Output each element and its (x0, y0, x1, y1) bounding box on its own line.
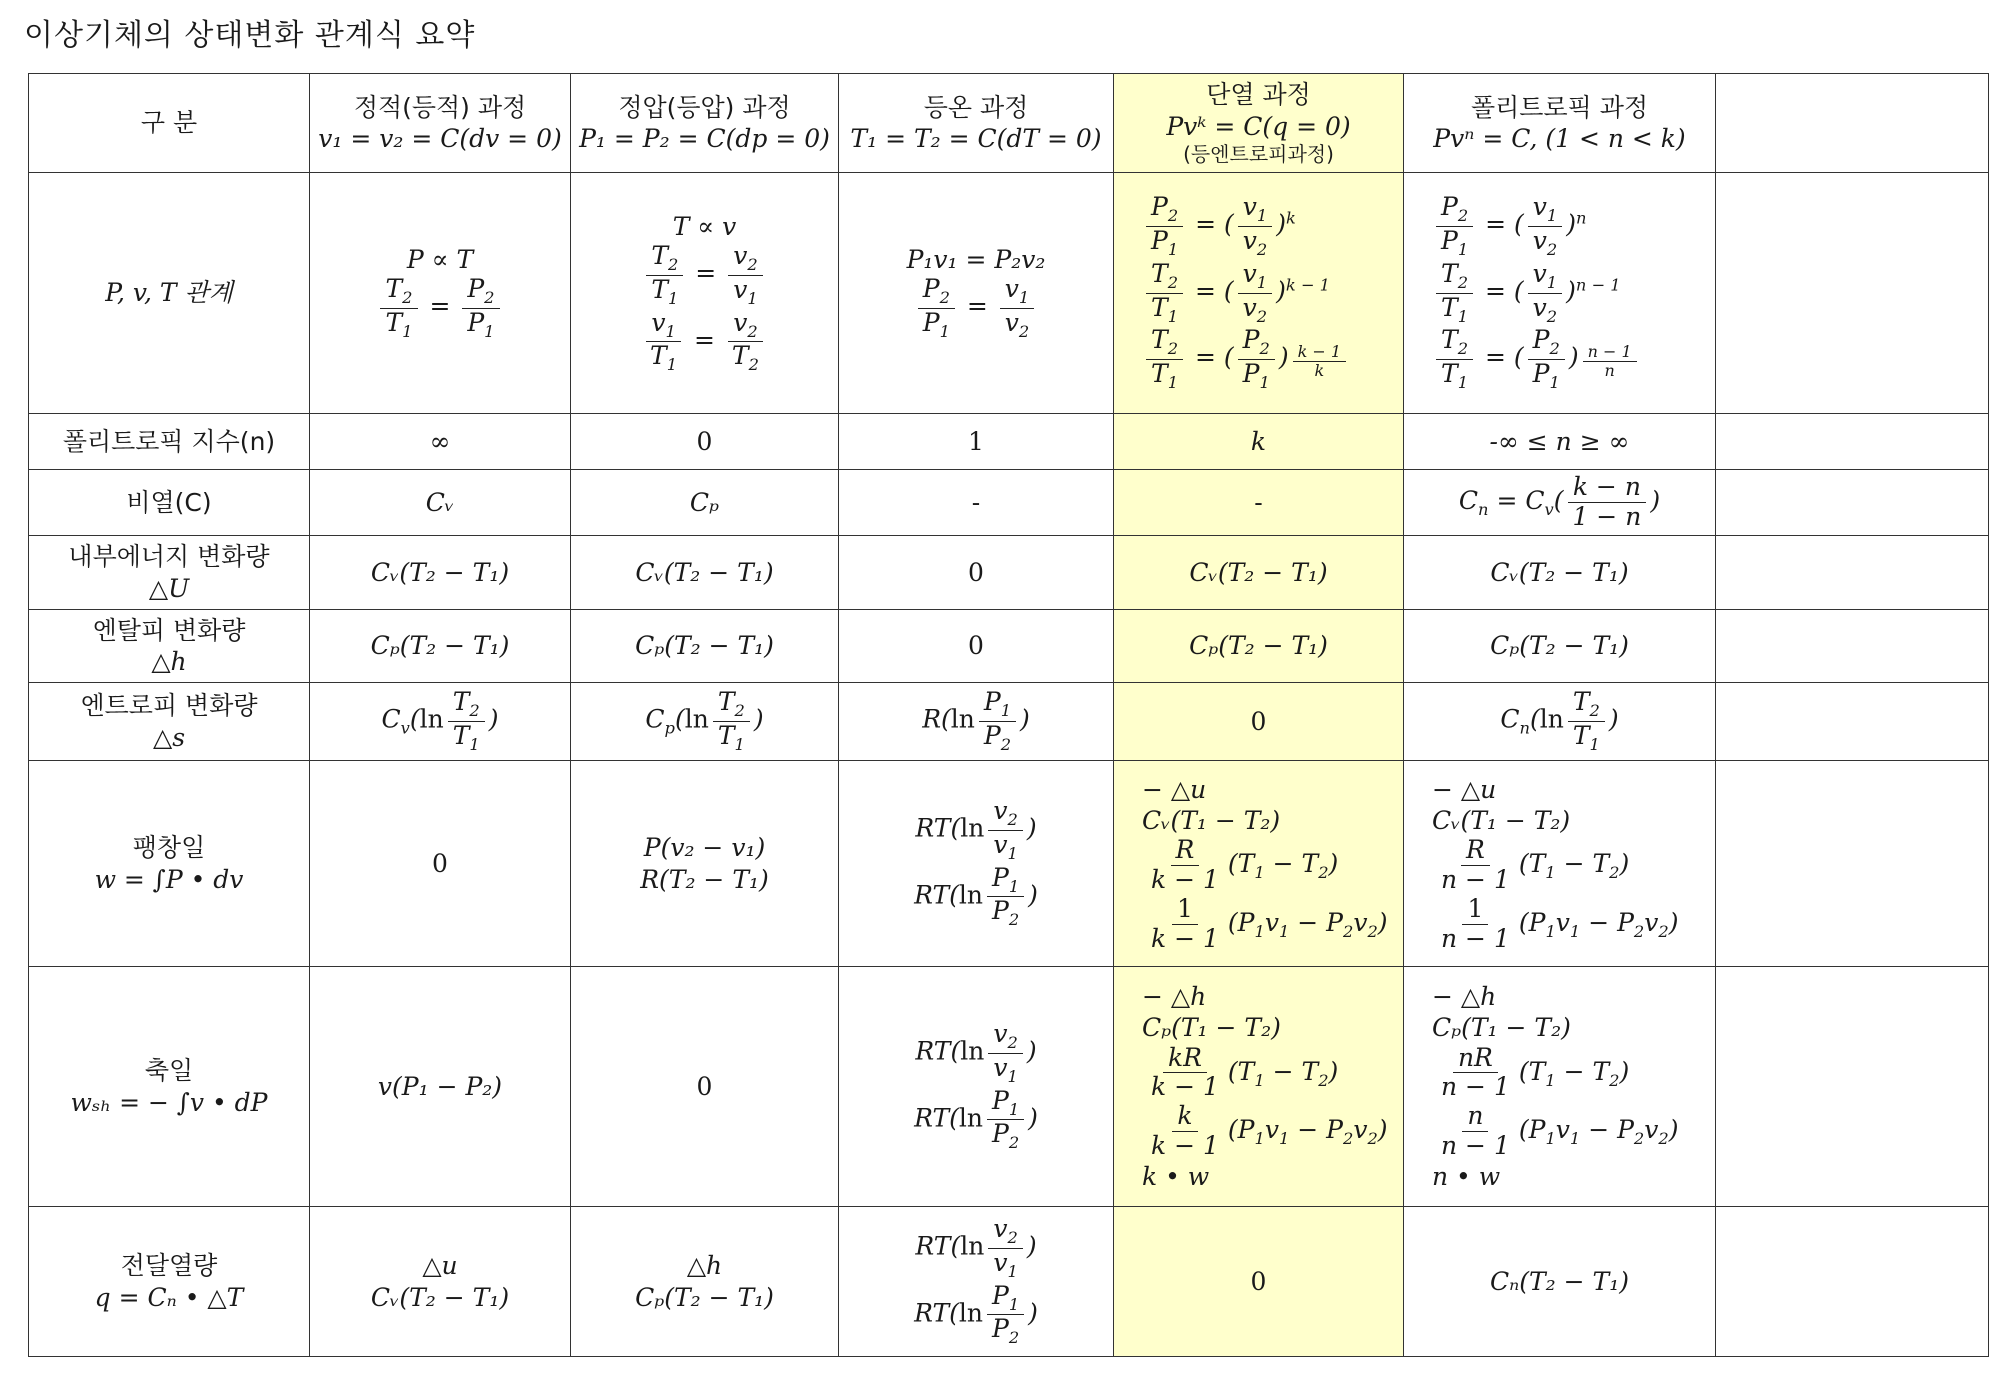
heat-isothermal: RT(ln $\frac{v_2}{v_1}$ ) RT(ln $\frac{P_1}{P_2}$ ) (839, 1207, 1114, 1357)
header-row (29, 74, 1989, 173)
internal-energy-polytropic: Cᵥ(T₂ − T₁) (1404, 536, 1716, 610)
shaft-work-adiabatic: − △h Cₚ(T₁ − T₂) $\frac{kR}{k - 1}$ $(T_1 - T_2)$ $\frac{k}{k - 1}$ $(P_1v_1 - P_2v_2)$ k • w (1114, 967, 1404, 1207)
internal-energy-empty (1716, 536, 1989, 610)
heat-row (29, 1207, 1989, 1357)
expansion-work-isochoric: 0 (310, 761, 571, 967)
expansion-work-label: 팽창일 w = ∫P • dv (29, 761, 310, 967)
header-adiabatic: 단열 과정 Pvᵏ = C(q = 0) (등엔트로피과정) (1114, 74, 1404, 173)
poly-index-row (29, 414, 1989, 470)
poly-index-empty (1716, 414, 1989, 470)
internal-energy-isothermal: 0 (839, 536, 1114, 610)
entropy-adiabatic: 0 (1114, 683, 1404, 761)
entropy-isothermal: R(ln $\frac{P_1}{P_2}$ ) (839, 683, 1114, 761)
internal-energy-isobaric: Cᵥ(T₂ − T₁) (571, 536, 839, 610)
pvt-polytropic: $\frac{P_2}{P_1}$ = ( $\frac{v_1}{v_2}$ )$^n$ $\frac{T_2}{T_1}$ = ( $\frac{v_1}{v_2}$ )$^{n - 1}$ $\frac{T_2}{T_1}$ = ( $\frac{P_2}{P_1}$ ) $\frac{n - 1}{n}$ (1404, 173, 1716, 414)
entropy-polytropic: $C_n(\ln$ $\frac{T_2}{T_1}$ ) (1404, 683, 1716, 761)
shaft-work-row (29, 967, 1989, 1207)
specific-heat-row (29, 470, 1989, 536)
pvt-isobaric: T ∝ v $\frac{T_2}{T_1}$ = $\frac{v_2}{v_1}$ $\frac{v_1}{T_1}$ = $\frac{v_2}{T_2}$ (571, 173, 839, 414)
poly-index-isothermal: 1 (839, 414, 1114, 470)
specific-heat-polytropic: $C_n = C_v$( $\frac{k - n}{1 - n}$ ) (1404, 470, 1716, 536)
expansion-work-row (29, 761, 1989, 967)
heat-isobaric: △h Cₚ(T₂ − T₁) (571, 1207, 839, 1357)
header-category: 구 분 (29, 74, 310, 173)
internal-energy-label: 내부에너지 변화량 △U (29, 536, 310, 610)
heat-polytropic: Cₙ(T₂ − T₁) (1404, 1207, 1716, 1357)
enthalpy-adiabatic: Cₚ(T₂ − T₁) (1114, 610, 1404, 683)
enthalpy-label: 엔탈피 변화량 △h (29, 610, 310, 683)
heat-adiabatic: 0 (1114, 1207, 1404, 1357)
header-empty (1716, 74, 1989, 173)
heat-isochoric: △u Cᵥ(T₂ − T₁) (310, 1207, 571, 1357)
internal-energy-row (29, 536, 1989, 610)
expansion-work-polytropic: − △u Cᵥ(T₁ − T₂) $\frac{R}{n - 1}$ $(T_1 - T_2)$ $\frac{1}{n - 1}$ $(P_1v_1 - P_2v_2)$ (1404, 761, 1716, 967)
relations-table (28, 73, 1989, 1357)
pvt-isochoric: P ∝ T $\frac{T_2}{T_1}$ = $\frac{P_2}{P_1}$ (310, 173, 571, 414)
pvt-label: P, v, T 관계 (29, 173, 310, 414)
shaft-work-isobaric: 0 (571, 967, 839, 1207)
heat-empty (1716, 1207, 1989, 1357)
page-title: 이상기체의 상태변화 관계식 요약 (24, 18, 476, 53)
enthalpy-isochoric: Cₚ(T₂ − T₁) (310, 610, 571, 683)
entropy-isobaric: $C_p(\ln$ $\frac{T_2}{T_1}$ ) (571, 683, 839, 761)
poly-index-adiabatic: k (1114, 414, 1404, 470)
heat-label: 전달열량 q = Cₙ • △T (29, 1207, 310, 1357)
expansion-work-isobaric: P(v₂ − v₁) R(T₂ − T₁) (571, 761, 839, 967)
entropy-row (29, 683, 1989, 761)
header-isothermal: 등온 과정 T₁ = T₂ = C(dT = 0) (839, 74, 1114, 173)
enthalpy-row (29, 610, 1989, 683)
header-isochoric: 정적(등적) 과정 v₁ = v₂ = C(dv = 0) (310, 74, 571, 173)
expansion-work-adiabatic: − △u Cᵥ(T₁ − T₂) $\frac{R}{k - 1}$ $(T_1 - T_2)$ $\frac{1}{k - 1}$ $(P_1v_1 - P_2v_2)$ (1114, 761, 1404, 967)
expansion-work-isothermal: RT(ln $\frac{v_2}{v_1}$ ) RT(ln $\frac{P_1}{P_2}$ ) (839, 761, 1114, 967)
shaft-work-polytropic: − △h Cₚ(T₁ − T₂) $\frac{nR}{n - 1}$ $(T_1 - T_2)$ $\frac{n}{n - 1}$ $(P_1v_1 - P_2v_2)$ n • w (1404, 967, 1716, 1207)
poly-index-polytropic: -∞ ≤ n ≥ ∞ (1404, 414, 1716, 470)
specific-heat-isobaric: Cₚ (571, 470, 839, 536)
pvt-row (29, 173, 1989, 414)
expansion-work-empty (1716, 761, 1989, 967)
specific-heat-isothermal: - (839, 470, 1114, 536)
enthalpy-empty (1716, 610, 1989, 683)
header-polytropic: 폴리트로픽 과정 Pvⁿ = C, (1 < n < k) (1404, 74, 1716, 173)
entropy-isochoric: $C_v(\ln$ $\frac{T_2}{T_1}$ ) (310, 683, 571, 761)
specific-heat-adiabatic: - (1114, 470, 1404, 536)
poly-index-isochoric: ∞ (310, 414, 571, 470)
shaft-work-empty (1716, 967, 1989, 1207)
pvt-adiabatic: $\frac{P_2}{P_1}$ = ( $\frac{v_1}{v_2}$ )$^k$ $\frac{T_2}{T_1}$ = ( $\frac{v_1}{v_2}$ )$^{k - 1}$ $\frac{T_2}{T_1}$ = ( $\frac{P_2}{P_1}$ ) $\frac{k - 1}{k}$ (1114, 173, 1404, 414)
enthalpy-isobaric: Cₚ(T₂ − T₁) (571, 610, 839, 683)
enthalpy-polytropic: Cₚ(T₂ − T₁) (1404, 610, 1716, 683)
internal-energy-isochoric: Cᵥ(T₂ − T₁) (310, 536, 571, 610)
pvt-empty (1716, 173, 1989, 414)
pvt-isothermal: P₁v₁ = P₂v₂ $\frac{P_2}{P_1}$ = $\frac{v_1}{v_2}$ (839, 173, 1114, 414)
specific-heat-empty (1716, 470, 1989, 536)
poly-index-isobaric: 0 (571, 414, 839, 470)
entropy-empty (1716, 683, 1989, 761)
poly-index-label: 폴리트로픽 지수(n) (29, 414, 310, 470)
specific-heat-label: 비열(C) (29, 470, 310, 536)
shaft-work-isothermal: RT(ln $\frac{v_2}{v_1}$ ) RT(ln $\frac{P_1}{P_2}$ ) (839, 967, 1114, 1207)
specific-heat-isochoric: Cᵥ (310, 470, 571, 536)
shaft-work-label: 축일 wₛₕ = − ∫v • dP (29, 967, 310, 1207)
header-isobaric: 정압(등압) 과정 P₁ = P₂ = C(dp = 0) (571, 74, 839, 173)
shaft-work-isochoric: v(P₁ − P₂) (310, 967, 571, 1207)
enthalpy-isothermal: 0 (839, 610, 1114, 683)
internal-energy-adiabatic: Cᵥ(T₂ − T₁) (1114, 536, 1404, 610)
entropy-label: 엔트로피 변화량 △s (29, 683, 310, 761)
